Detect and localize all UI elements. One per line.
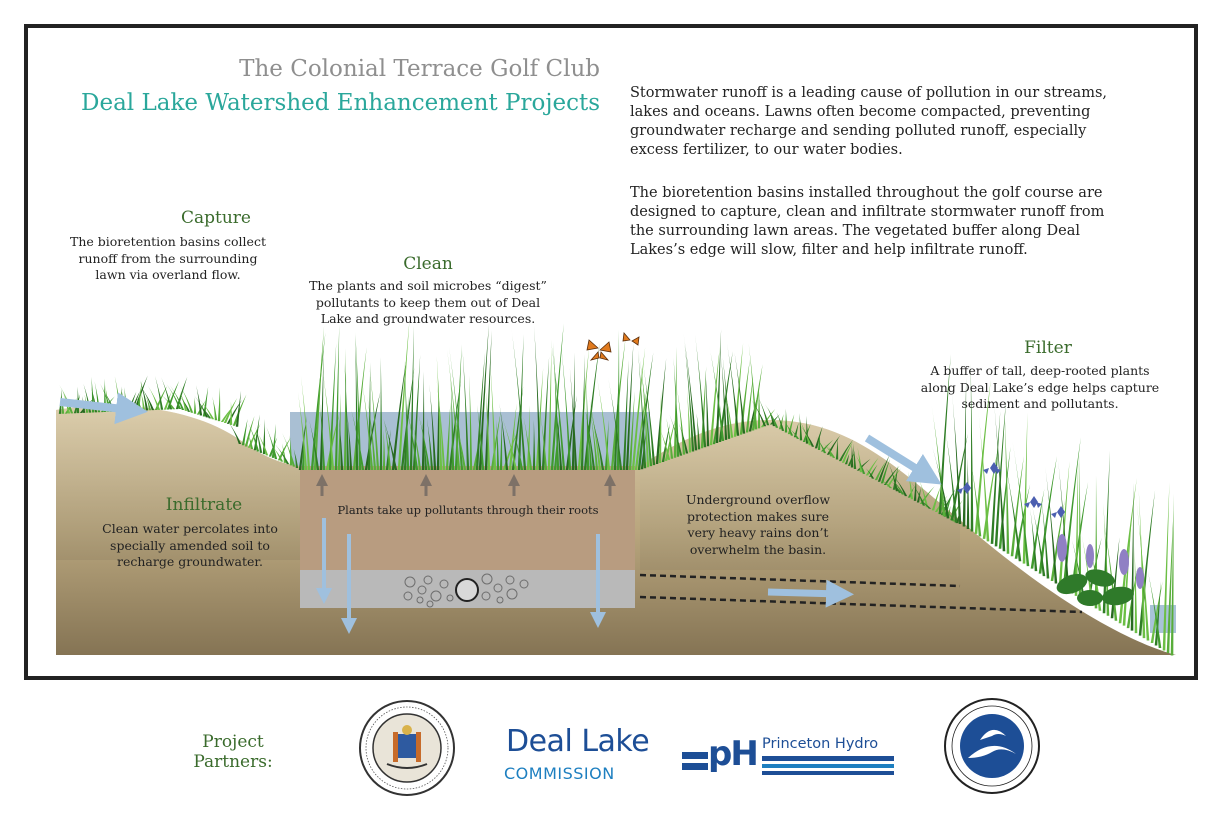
infiltrate-heading: Infiltrate	[165, 495, 243, 515]
clean-heading: Clean	[403, 254, 453, 274]
capture-description: The bioretention basins collect runoff from the surrounding lawn via overland flow.	[70, 234, 266, 282]
clean-description: The plants and soil microbes “digest” pollutants to keep them out of Deal Lake and groundwater resources.	[309, 278, 547, 326]
capture-heading: Capture	[181, 208, 251, 228]
title-line-2: Deal Lake Watershed Enhancement Projects	[81, 90, 600, 116]
overflow-arrow	[768, 592, 840, 594]
title-line-1: The Colonial Terrace Golf Club	[239, 56, 600, 82]
filter-description: A buffer of tall, deep-rooted plants along Deal Lake’s edge helps capture sediment and pollutants.	[920, 363, 1160, 411]
deal-lake-logo-title: Deal Lake	[506, 724, 650, 759]
princeton-hydro-bars-icon	[682, 750, 708, 774]
deal-lake-logo-subtitle: COMMISSION	[504, 764, 615, 783]
butterfly-icon-2	[623, 333, 639, 345]
princeton-hydro-name: Princeton Hydro	[762, 736, 879, 752]
intro-paragraph-2: The bioretention basins installed throughout the golf course are designed to capture, clean and infiltrate stormwater runoff from the surrounding lawn areas. The vegetated buffer along Deal Lakes’s edge will slow, filter and help infiltrate runoff.	[630, 185, 1105, 258]
overflow-description: Underground overflow protection makes sure very heavy rains don’t overwhelm the basin.	[685, 492, 831, 557]
roots-label: Plants take up pollutants through their roots	[337, 503, 599, 517]
filter-heading: Filter	[1024, 338, 1072, 358]
butterfly-icon	[587, 340, 611, 360]
diagram-frame	[24, 24, 1198, 680]
overflow-pipe	[456, 579, 478, 601]
infiltrate-description: Clean water percolates into specially amended soil to recharge groundwater.	[102, 521, 278, 569]
njdep-seal	[942, 696, 1042, 796]
princeton-hydro-mark: pH	[708, 734, 757, 774]
township-of-ocean-seal	[357, 698, 457, 798]
partners-footer	[0, 684, 1230, 816]
project-partners-label: Project Partners:	[193, 732, 273, 772]
princeton-hydro-wave-icon	[762, 756, 894, 776]
intro-paragraph-1: Stormwater runoff is a leading cause of pollution in our streams, lakes and oceans. Lawns often become compacted, preventing groundwater recharge and sending polluted runoff, especially excess fertilizer, to our water bodies.	[630, 85, 1108, 158]
